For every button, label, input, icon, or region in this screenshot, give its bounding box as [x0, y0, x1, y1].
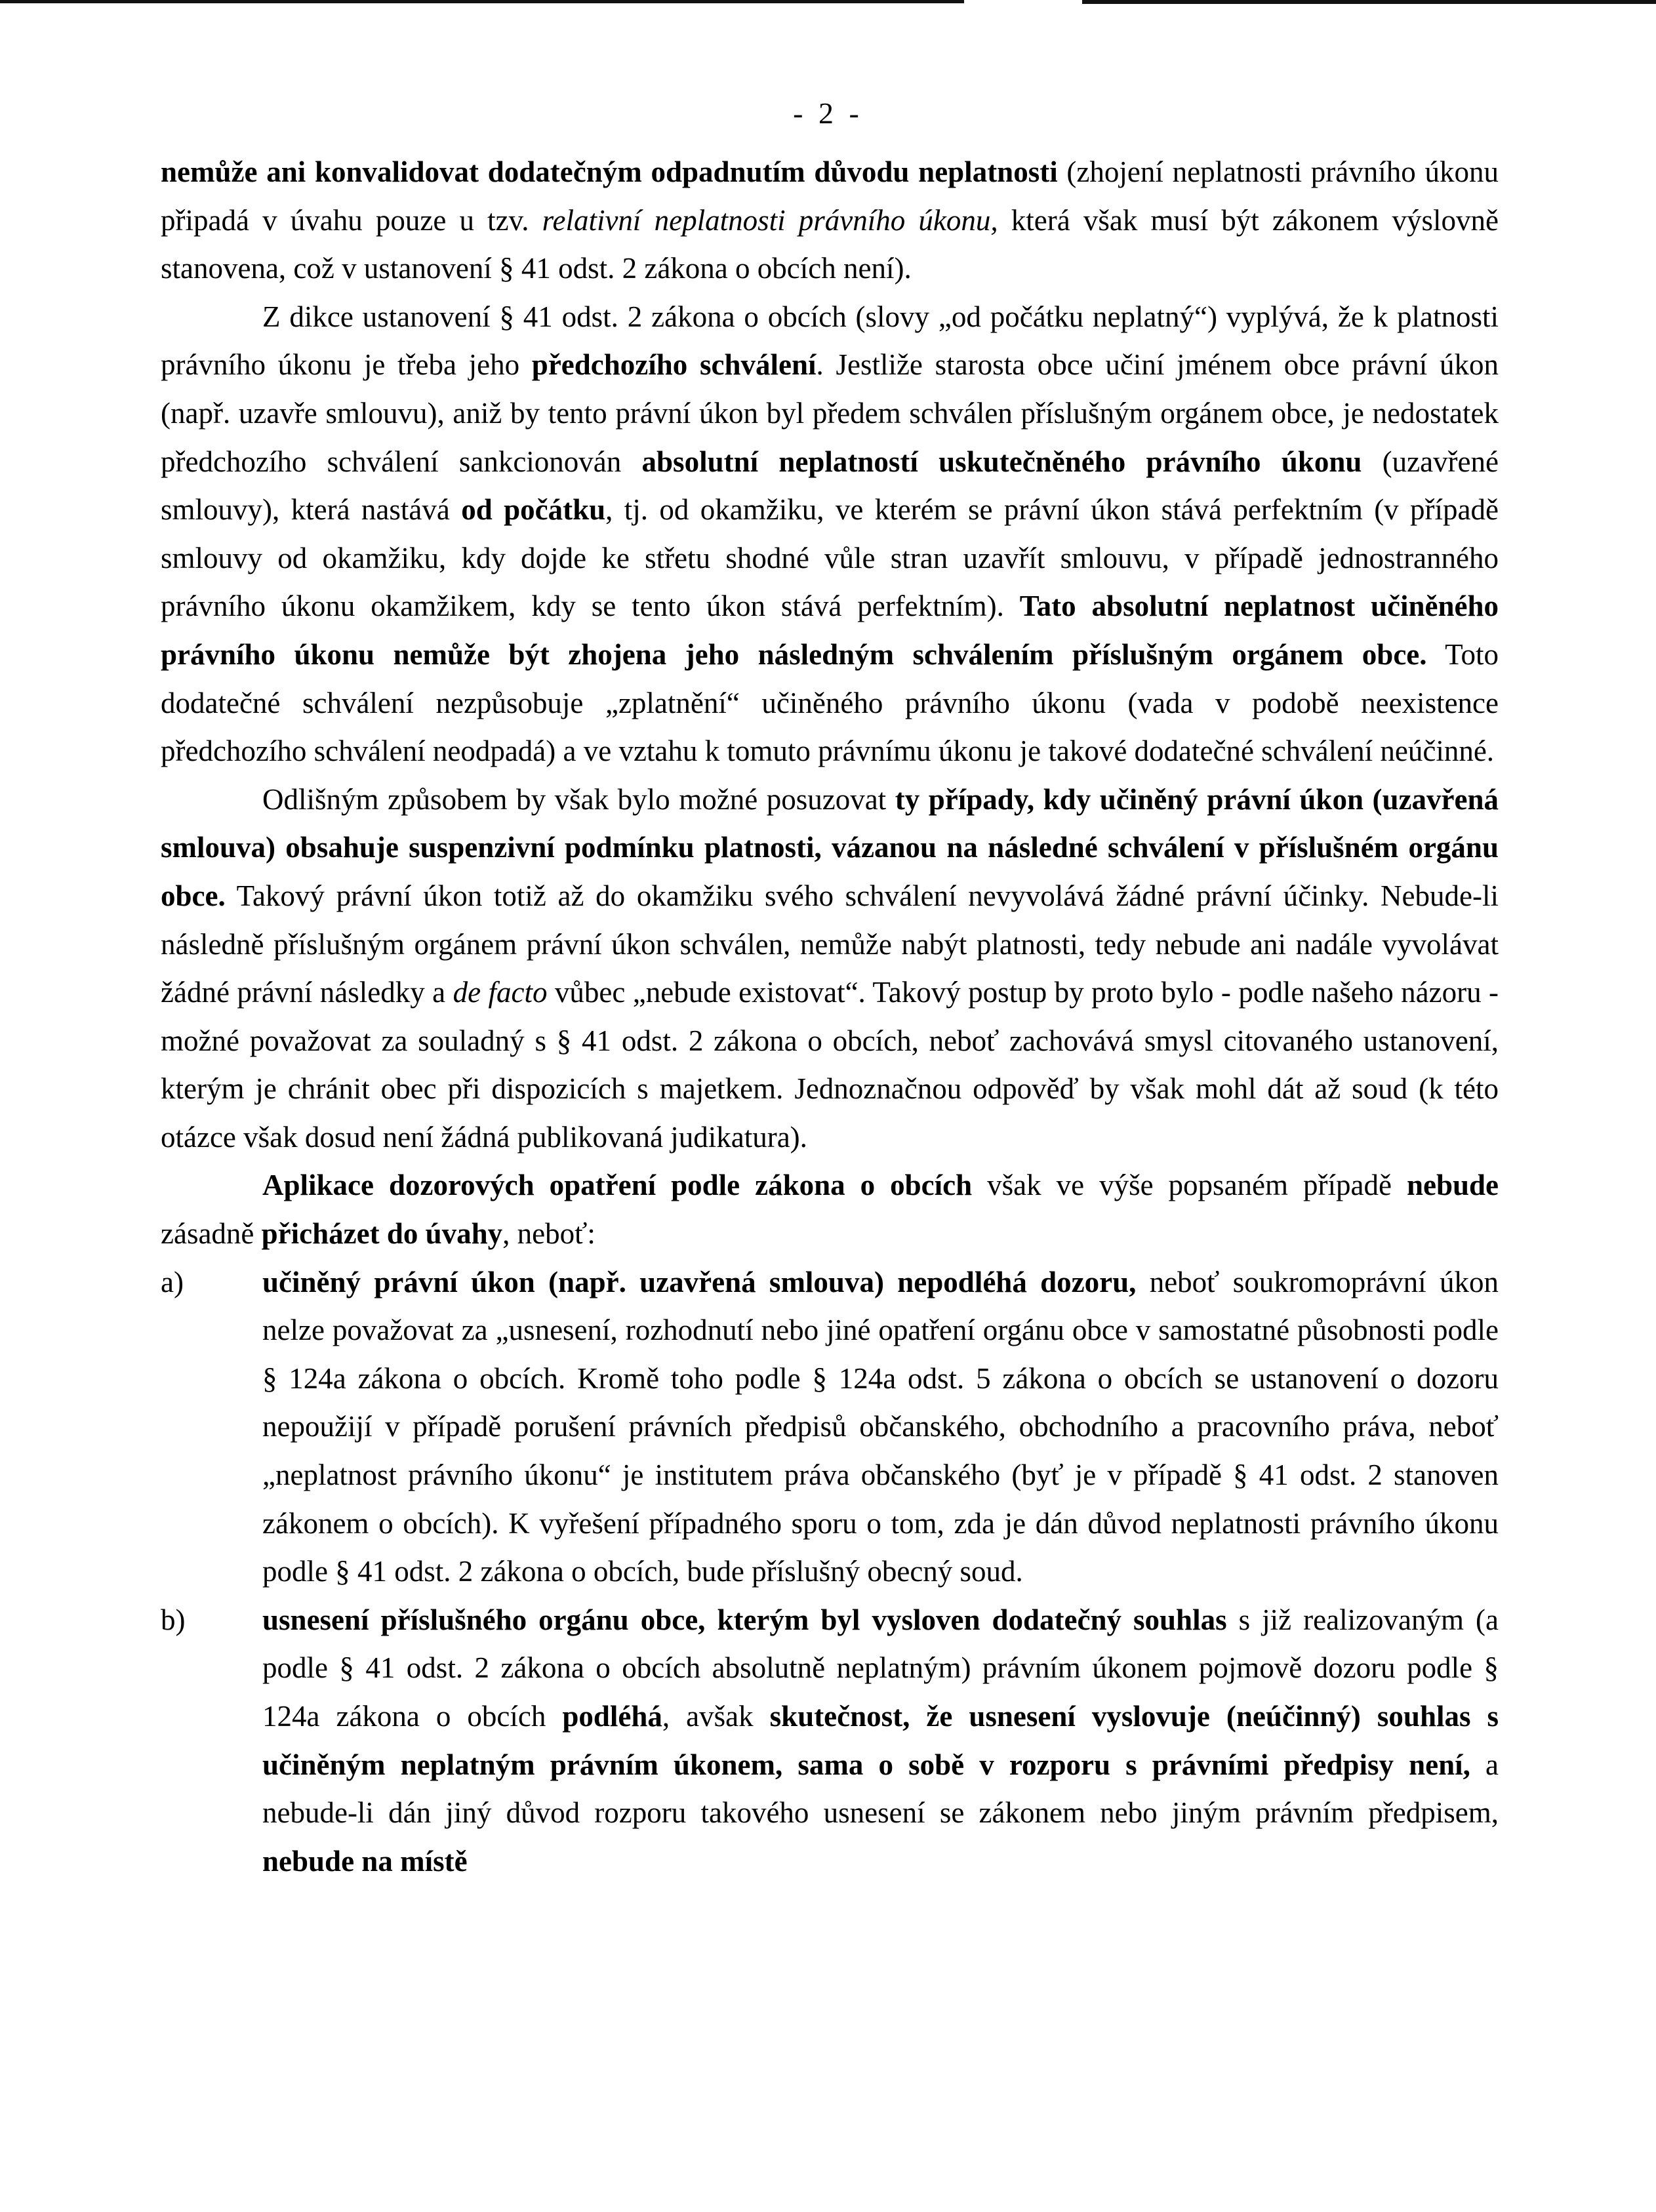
page-number: - 2 -	[793, 96, 863, 130]
list-item-b	[161, 1596, 1499, 1886]
bold-text: podléhá	[562, 1700, 662, 1733]
bold-text: nebude na místě	[262, 1844, 468, 1878]
text: neboť soukromoprávní úkon nelze považovat za „usnesení, rozhodnutí nebo jiné opatření orgánu obce v samostatné působnosti podle § 124a zákona o obcích. Kromě toho podle § 124a odst. 5 zákona o obcích se ustanovení o dozoru nepoužijí v případě porušení právních předpisů občanského, obchodního a pracovního práva, neboť „neplatnost právního úkonu“ je institutem práva občanského (byť je v případě § 41 odst. 2 stanoven zákonem o obcích). K vyřešení případného sporu o tom, zda je dán důvod neplatnosti právního úkonu podle § 41 odst. 2 zákona o obcích, bude příslušný obecný soud.	[262, 1265, 1499, 1588]
text: , avšak	[662, 1700, 770, 1733]
paragraph	[161, 293, 1499, 776]
text: , tj. od okamžiku, ve kterém se právní úkon stává perfektním (v případě smlouvy od okamžiku, kdy dojde ke střetu shodné vůle stran uzavřít smlouvu, v případě jednostranného právního úkonu okamžikem, kdy se tento úkon stává perfektním).	[161, 493, 1499, 623]
list-item-text	[262, 1258, 1499, 1596]
paragraph	[161, 776, 1499, 1162]
text: Odlišným způsobem by však bylo možné posuzovat	[262, 782, 895, 816]
bold-text: od počátku	[461, 493, 606, 527]
paragraph	[161, 1161, 1499, 1258]
document-body	[161, 148, 1499, 1885]
text: zásadně	[161, 1217, 262, 1251]
bold-text: nemůže ani konvalidovat dodatečným odpadnutím důvodu neplatnosti	[161, 155, 1058, 188]
text: (uzavřené smlouvy), která nastává	[161, 445, 1499, 527]
text: Takový právní úkon totiž až do okamžiku svého schválení nevyvolává žádné právní účinky. Nebude-li následně příslušným orgánem právní úkon schválen, nemůže nabýt platnosti, tedy nebude ani nadále vyvolávat žádné právní následky a	[161, 879, 1499, 1009]
text: však ve výše popsaném případě	[972, 1169, 1407, 1202]
italic-text: relativní neplatnosti právního úkonu,	[542, 203, 998, 237]
bold-text: ty případy, kdy učiněný právní úkon (uzavřená smlouva) obsahuje suspenzivní podmínku platnosti, vázanou na následné schválení v příslušném orgánu obce.	[161, 782, 1499, 912]
text: vůbec „nebude existovat“. Takový postup by proto bylo - podle našeho názoru - možné považovat za souladný s § 41 odst. 2 zákona o obcích, neboť zachovává smysl citovaného ustanovení, kterým je chránit obec při dispozicích s majetkem. Jednoznačnou odpověď by však mohl dát až soud (k této otázce však dosud není žádná publikovaná judikatura).	[161, 976, 1499, 1154]
text: Z dikce ustanovení § 41 odst. 2 zákona o obcích (slovy „od počátku neplatný“) vyplývá, že k platnosti právního úkonu je třeba jeho	[161, 300, 1499, 382]
bold-text: skutečnost, že usnesení vyslovuje (neúčinný) souhlas s učiněným neplatným právním úkonem, sama o sobě v rozporu s právními předpisy není,	[262, 1700, 1499, 1781]
text: (zhojení neplatnosti právního úkonu připadá v úvahu pouze u tzv.	[161, 155, 1499, 237]
text: . Jestliže starosta obce učiní jménem obce právní úkon (např. uzavře smlouvu), aniž by tento právní úkon byl předem schválen příslušným orgánem obce, je nedostatek předchozího schválení sankcionován	[161, 348, 1499, 478]
scan-border-top-right	[1082, 0, 1656, 4]
text: která však musí být zákonem výslovně stanovena, což v ustanovení § 41 odst. 2 zákona o obcích není).	[161, 203, 1499, 285]
list-item-text	[262, 1596, 1499, 1886]
bold-text: Tato absolutní neplatnost učiněného právního úkonu nemůže být zhojena jeho následným schválením příslušným orgánem obce.	[161, 590, 1499, 671]
paragraph	[161, 148, 1499, 293]
list-marker: b)	[161, 1603, 186, 1636]
text: , neboť:	[502, 1217, 596, 1251]
text: Toto dodatečné schválení nezpůsobuje „zplatnění“ učiněného právního úkonu (vada v podobě neexistence předchozího schválení neodpadá) a ve vztahu k tomuto právnímu úkonu je takové dodatečné schválení neúčinné.	[161, 637, 1499, 768]
list-item-a	[161, 1258, 1499, 1596]
text: s již realizovaným (a podle § 41 odst. 2 zákona o obcích absolutně neplatným) právním úkonem pojmově dozoru podle § 124a zákona o obcích	[262, 1603, 1499, 1733]
bold-text: učiněný právní úkon (např. uzavřená smlouva) nepodléhá dozoru,	[262, 1265, 1137, 1298]
bold-text: přicházet do úvahy	[261, 1217, 503, 1251]
italic-text: de facto	[453, 976, 548, 1009]
scan-border-top-left	[0, 0, 964, 3]
bold-text: nebude	[1406, 1169, 1499, 1202]
bold-text: absolutní neplatností uskutečněného právního úkonu	[641, 445, 1362, 478]
text: a nebude-li dán jiný důvod rozporu takového usnesení se zákonem nebo jiným právním předpisem,	[262, 1748, 1499, 1830]
list-marker: a)	[161, 1265, 184, 1298]
bold-text: předchozího schválení	[531, 348, 817, 382]
bold-text: Aplikace dozorových opatření podle zákona o obcích	[262, 1169, 973, 1202]
bold-text: usnesení příslušného orgánu obce, kterým byl vysloven dodatečný souhlas	[262, 1603, 1227, 1636]
